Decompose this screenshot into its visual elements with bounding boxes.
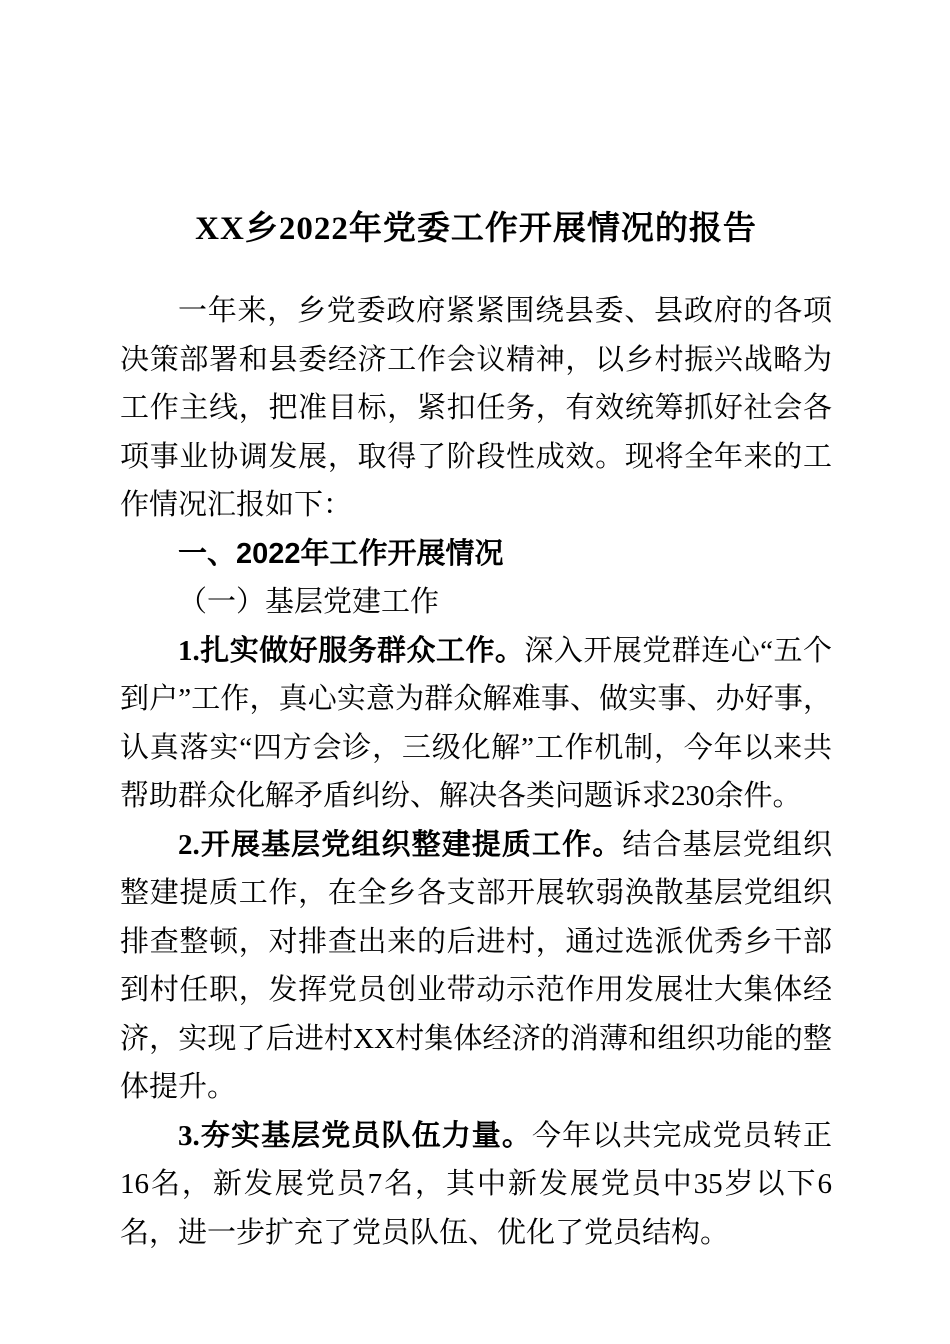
item-3-lead: 3.夯实基层党员队伍力量。 [178,1119,533,1152]
numbered-paragraph-2 [120,821,832,1112]
intro-paragraph: 一年来，乡党委政府紧紧围绕县委、县政府的各项决策部署和县委经济工作会议精神，以乡村振兴战略为工作主线，把准目标，紧扣任务，有效统筹抓好社会各项事业协调发展，取得了阶段性成效。现将全年来的工作情况汇报如下： [120,295,832,521]
section-heading: 一、2022年工作开展情况 [178,537,504,570]
item-3-body: 今年以共完成党员转正16名，新发展党员7名，其中新发展党员中35岁以下6名，进一步扩充了党员队伍、优化了党员结构。 [120,1119,832,1249]
subsection-heading: （一）基层党建工作 [178,586,440,618]
document-title: XX乡2022年党委工作开展情况的报告 [195,211,757,247]
item-1-body: 深入开展党群连心“五个到户”工作，真心实意为群众解难事、做实事、办好事，认真落实“四方会诊，三级化解”工作机制，今年以来共帮助群众化解矛盾纠纷、解决各类问题诉求230余件。 [120,634,832,812]
numbered-paragraph-3 [120,1112,832,1258]
item-2-lead: 2.开展基层党组织整建提质工作。 [178,828,623,861]
item-2-body: 结合基层党组织整建提质工作，在全乡各支部开展软弱涣散基层党组织排查整顿，对排查出来的后进村，通过选派优秀乡干部到村任职，发挥党员创业带动示范作用发展壮大集体经济，实现了后进村XX村集体经济的消薄和组织功能的整体提升。 [120,828,832,1103]
item-1-lead: 1.扎实做好服务群众工作。 [178,634,525,667]
numbered-paragraph-1 [120,627,832,821]
